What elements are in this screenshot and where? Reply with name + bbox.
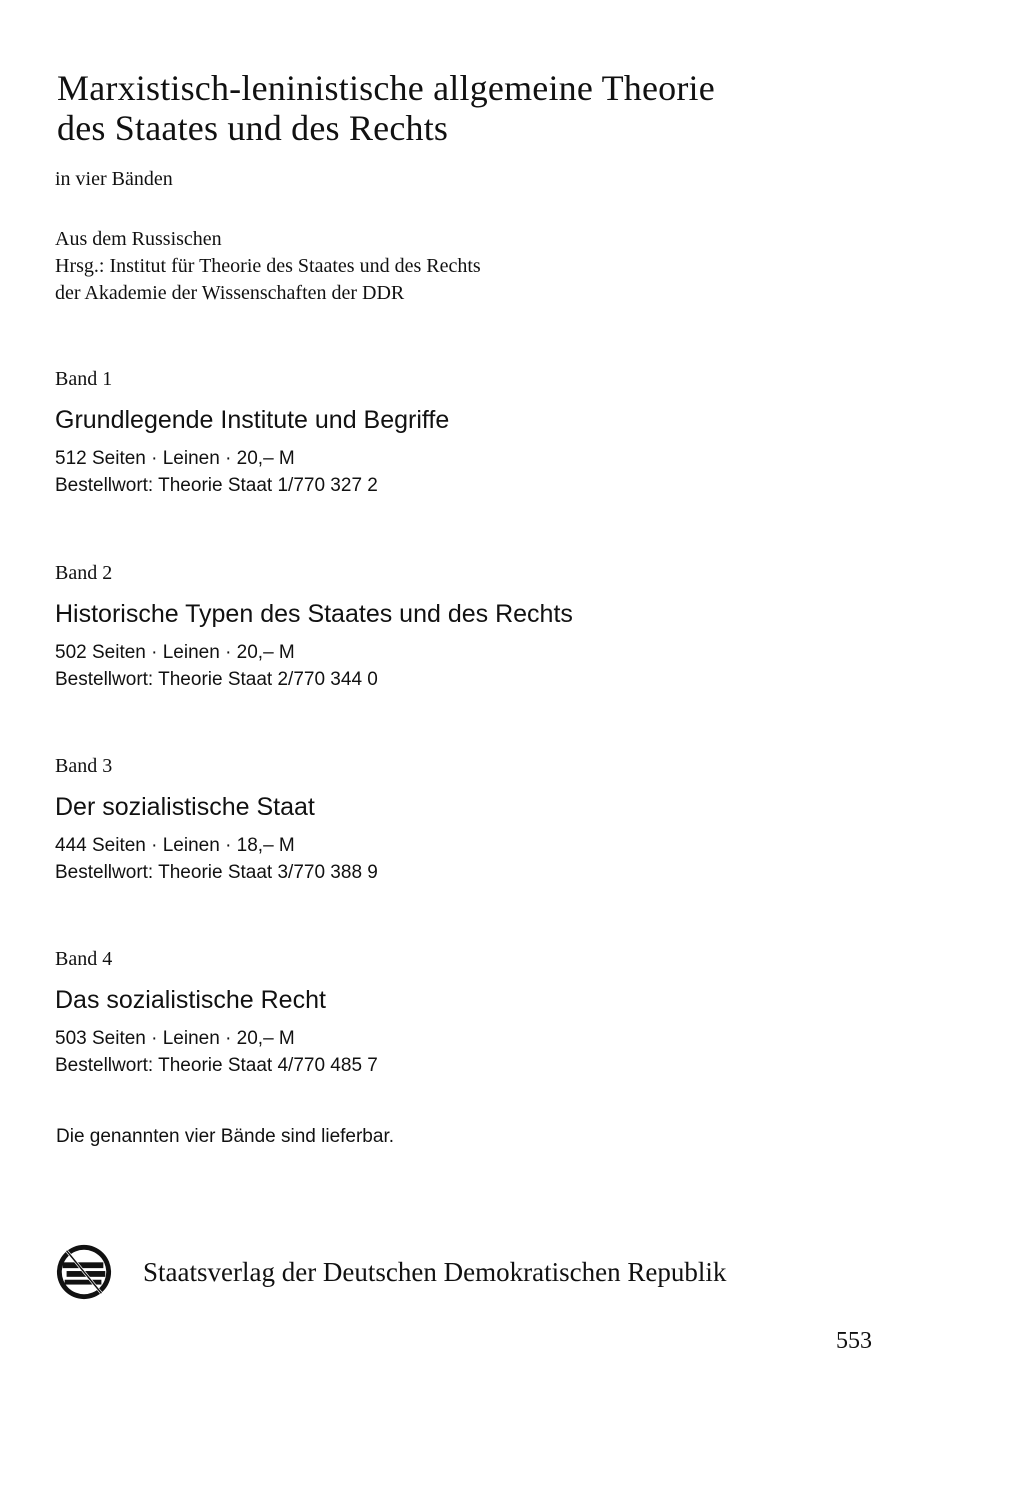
publisher-block xyxy=(55,1242,726,1302)
band-entry xyxy=(55,754,378,886)
band-order-code: Bestellwort: Theorie Staat 3/770 388 9 xyxy=(55,862,378,883)
band-label: Band 2 xyxy=(55,562,113,584)
band-order-code: Bestellwort: Theorie Staat 4/770 485 7 xyxy=(55,1055,378,1076)
band-title: Das sozialistische Recht xyxy=(55,986,326,1014)
band-entry xyxy=(55,561,573,693)
band-pages-price: 502 Seiten · Leinen · 20,– M xyxy=(55,642,295,663)
series-title-line-2: des Staates und des Rechts xyxy=(57,108,449,148)
publisher-name: Staatsverlag der Deutschen Demokratischen Republik xyxy=(143,1257,727,1287)
band-title: Der sozialistische Staat xyxy=(55,793,315,821)
band-pages-price: 503 Seiten · Leinen · 20,– M xyxy=(55,1028,295,1049)
series-title xyxy=(57,68,715,148)
editor-line-1: Hrsg.: Institut für Theorie des Staates und des Rechts xyxy=(55,255,481,277)
band-entry xyxy=(55,367,449,499)
band-details xyxy=(55,832,378,886)
page-number: 553 xyxy=(836,1328,872,1354)
series-subtitle: in vier Bänden xyxy=(55,168,173,190)
translation-note: Aus dem Russischen xyxy=(55,228,222,250)
band-order-code: Bestellwort: Theorie Staat 2/770 344 0 xyxy=(55,669,378,690)
series-title-line-1: Marxistisch-leninistische allgemeine Theorie xyxy=(57,68,715,108)
band-label: Band 1 xyxy=(55,368,113,390)
band-entry xyxy=(55,947,378,1079)
band-details xyxy=(55,445,449,499)
band-pages-price: 512 Seiten · Leinen · 20,– M xyxy=(55,448,295,469)
availability-note: Die genannten vier Bände sind lieferbar. xyxy=(56,1126,395,1147)
band-details xyxy=(55,1025,378,1079)
staatsverlag-logo-icon xyxy=(55,1243,113,1301)
band-details xyxy=(55,639,573,693)
band-label: Band 4 xyxy=(55,948,113,970)
band-title: Historische Typen des Staates und des Rechts xyxy=(55,600,573,628)
band-order-code: Bestellwort: Theorie Staat 1/770 327 2 xyxy=(55,475,378,496)
publication-meta xyxy=(55,226,481,307)
band-label: Band 3 xyxy=(55,755,113,777)
band-pages-price: 444 Seiten · Leinen · 18,– M xyxy=(55,835,295,856)
band-title: Grundlegende Institute und Begriffe xyxy=(55,406,450,434)
editor-line-2: der Akademie der Wissenschaften der DDR xyxy=(55,282,405,304)
